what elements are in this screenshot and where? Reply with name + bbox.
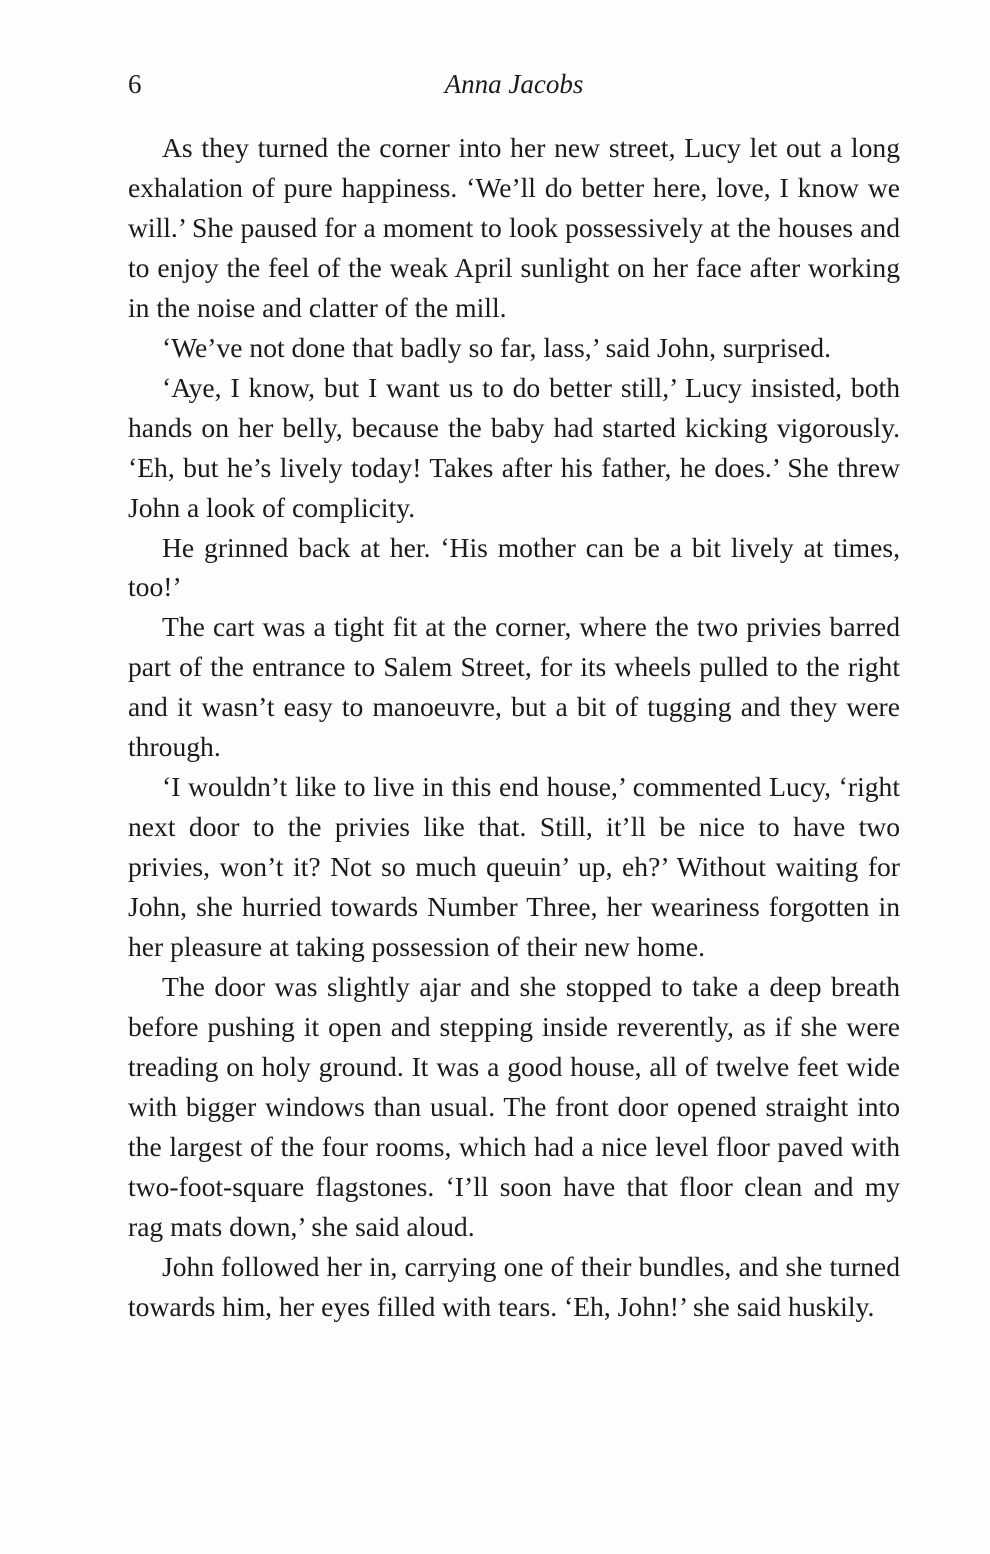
page-number: 6 — [128, 69, 142, 99]
running-head-author: Anna Jacobs — [444, 69, 584, 99]
body-text — [128, 128, 900, 1327]
paragraph: ‘Aye, I know, but I want us to do better still,’ Lucy insisted, both hands on her belly, because the baby had started kicking vigorously. ‘Eh, but he’s lively today! Takes after his father, he does.’ She threw John a look of complicity. — [128, 371, 900, 523]
paragraph: As they turned the corner into her new street, Lucy let out a long exhalation of pure happiness. ‘We’ll do better here, love, I know we will.’ She paused for a moment to look possessively at the houses and to enjoy the feel of the weak April sunlight on her face after working in the noise and clatter of the mill. — [128, 132, 900, 323]
paragraph: The door was slightly ajar and she stopped to take a deep breath before pushing it open and stepping inside reverently, as if she were treading on holy ground. It was a good house, all of twelve feet wide with bigger windows than usual. The front door opened straight into the largest of the four rooms, which had a nice level floor paved with two-foot-square flagstones. ‘I’ll soon have that floor clean and my rag mats down,’ she said aloud. — [128, 971, 900, 1242]
running-head — [128, 62, 900, 106]
paragraph: John followed her in, carrying one of their bundles, and she turned towards him, her eyes filled with tears. ‘Eh, John!’ she said huskily. — [128, 1250, 900, 1322]
paragraph: ‘We’ve not done that badly so far, lass,’ said John, surprised. — [162, 331, 831, 363]
paragraph: He grinned back at her. ‘His mother can be a bit lively at times, too!’ — [128, 531, 900, 603]
paragraph: The cart was a tight fit at the corner, where the two privies barred part of the entrance to Salem Street, for its wheels pulled to the right and it wasn’t easy to manoeuvre, but a bit of tugging and they were through. — [128, 611, 900, 763]
paragraph: ‘I wouldn’t like to live in this end house,’ commented Lucy, ‘right next door to the privies like that. Still, it’ll be nice to have two privies, won’t it? Not so much queuin’ up, eh?’ Without waiting for John, she hurried towards Number Three, her weariness forgotten in her pleasure at taking possession of their new home. — [128, 771, 900, 963]
